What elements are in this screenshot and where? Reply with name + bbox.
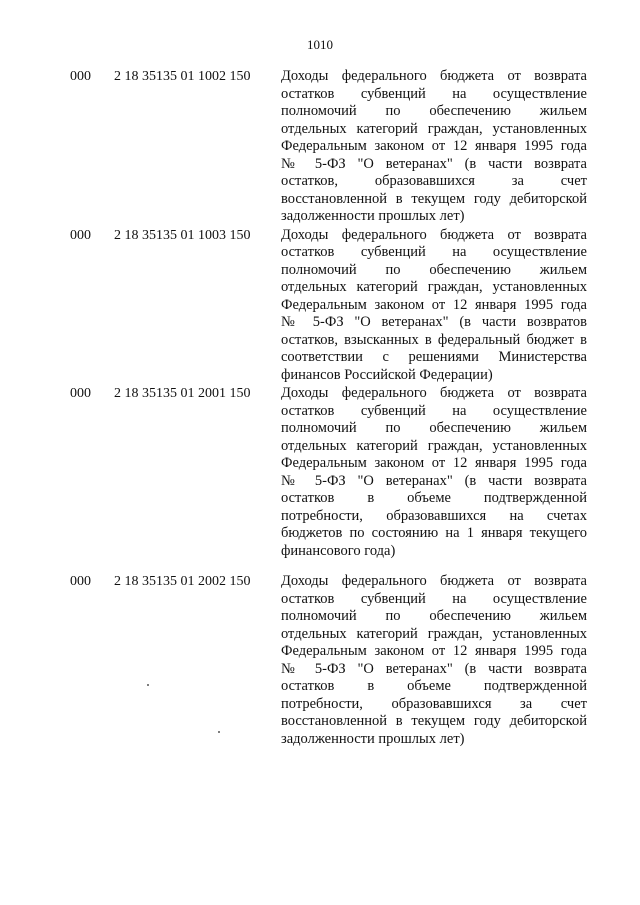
description-line: восстановленной в текущем году дебиторской xyxy=(281,190,587,207)
description-line: № 5-ФЗ "О ветеранах" (в части возврата xyxy=(281,155,587,172)
description-line: задолженности прошлых лет) xyxy=(281,208,465,224)
description-line: Федеральным законом от 12 января 1995 года xyxy=(281,296,587,313)
table-row xyxy=(0,68,640,226)
income-description xyxy=(281,573,587,748)
description-line: остатков, взысканных в федеральный бюджет в xyxy=(281,331,587,348)
description-line: отдельных категорий граждан, установленных xyxy=(281,437,587,454)
description-line: Федеральным законом от 12 января 1995 года xyxy=(281,455,587,471)
description-line: остатков в объеме подтвержденной xyxy=(281,678,587,694)
description-line: соответствии с решениями Министерства xyxy=(281,349,587,365)
table-row xyxy=(0,227,640,385)
description-line: Федеральным законом от 12 января 1995 года xyxy=(281,138,587,154)
description-line: остатков, образовавшихся за счет xyxy=(281,173,587,189)
description-line: Доходы федерального бюджета от возврата xyxy=(281,573,587,589)
description-line: Доходы федерального бюджета от возврата xyxy=(281,385,587,401)
description-line: полномочий по обеспечению жильем xyxy=(281,261,587,278)
budget-classification-code: 2 18 35135 01 1002 150 xyxy=(114,69,251,84)
budget-classification-code: 2 18 35135 01 2002 150 xyxy=(114,574,251,589)
admin-code: 000 xyxy=(70,227,91,243)
description-line: финансов Российской Федерации) xyxy=(281,366,493,383)
description-line: бюджетов по состоянию на 1 января текущего xyxy=(281,525,587,541)
income-description xyxy=(281,68,587,226)
table-row xyxy=(0,573,640,748)
income-description xyxy=(281,385,587,560)
description-line: отдельных категорий граждан, установленных xyxy=(281,120,587,137)
admin-code: 000 xyxy=(70,574,91,589)
description-line: № 5-ФЗ "О ветеранах" (в части возвратов xyxy=(281,314,587,330)
description-line: полномочий по обеспечению жильем xyxy=(281,608,587,624)
description-line: № 5-ФЗ "О ветеранах" (в части возврата xyxy=(281,660,587,677)
budget-classification-code: 2 18 35135 01 1003 150 xyxy=(114,227,251,243)
scan-speck xyxy=(218,731,220,733)
budget-classification-table xyxy=(0,68,640,748)
description-line: Доходы федерального бюджета от возврата xyxy=(281,68,587,84)
page-number: 1010 xyxy=(307,37,333,52)
description-line: Федеральным законом от 12 января 1995 года xyxy=(281,643,587,659)
description-line: потребности, образовавшихся на счетах xyxy=(281,507,587,524)
description-line: восстановленной в текущем году дебиторской xyxy=(281,713,587,729)
scan-speck xyxy=(147,684,149,686)
description-line: остатков субвенций на осуществление xyxy=(281,590,587,607)
description-line: задолженности прошлых лет) xyxy=(281,730,465,747)
description-line: полномочий по обеспечению жильем xyxy=(281,420,587,436)
income-description xyxy=(281,227,587,385)
description-line: отдельных категорий граждан, установленных xyxy=(281,279,587,295)
admin-code: 000 xyxy=(70,386,91,401)
description-line: № 5-ФЗ "О ветеранах" (в части возврата xyxy=(281,472,587,489)
description-line: полномочий по обеспечению жильем xyxy=(281,103,587,119)
budget-classification-code: 2 18 35135 01 2001 150 xyxy=(114,386,251,401)
description-line: финансового года) xyxy=(281,542,396,559)
description-line: остатков субвенций на осуществление xyxy=(281,85,587,102)
description-line: остатков субвенций на осуществление xyxy=(281,244,587,260)
admin-code: 000 xyxy=(70,69,91,84)
table-row xyxy=(0,385,640,560)
description-line: остатков субвенций на осуществление xyxy=(281,402,587,419)
description-line: Доходы федерального бюджета от возврата xyxy=(281,226,587,243)
description-line: отдельных категорий граждан, установленных xyxy=(281,625,587,642)
description-line: остатков в объеме подтвержденной xyxy=(281,490,587,506)
description-line: потребности, образовавшихся за счет xyxy=(281,695,587,712)
